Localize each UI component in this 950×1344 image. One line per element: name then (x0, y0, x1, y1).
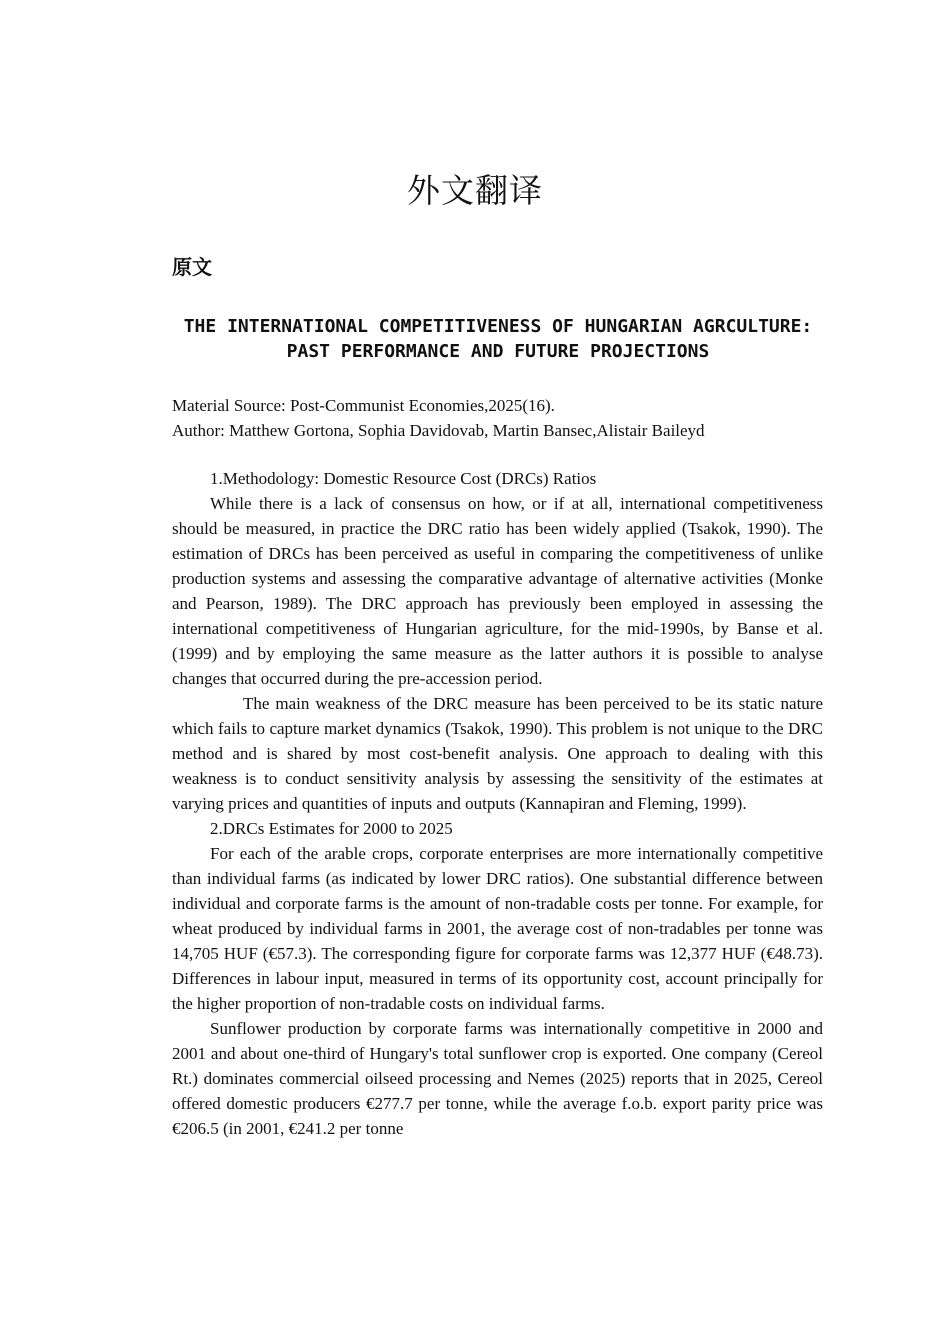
article-body (172, 466, 823, 1141)
paragraph: For each of the arable crops, corporate enterprises are more internationally competitive than individual farms (as indicated by lower DRC ratios). One substantial difference between individual and corporate farms is the amount of non-tradable costs per tonne. For example, for wheat produced by individual farms in 2001, the average cost of non-tradables per tonne was 14,705 HUF (€57.3). The corresponding figure for corporate farms was 12,377 HUF (€48.73). Differences in labour input, measured in terms of its opportunity cost, account principally for the higher proportion of non-tradable costs on individual farms. (172, 844, 823, 1013)
author-line: Author: Matthew Gortona, Sophia Davidovab, Martin Bansec,Alistair Baileyd (172, 421, 705, 440)
page-title: 外文翻译 (407, 171, 543, 210)
section-heading: 2.DRCs Estimates for 2000 to 2025 (210, 819, 453, 838)
paragraph: The main weakness of the DRC measure has been perceived to be its static nature which fails to capture market dynamics (Tsakok, 1990). This problem is not unique to the DRC method and is shared by most cost-benefit analysis. One approach to dealing with this weakness is to conduct sensitivity analysis by assessing the sensitivity of the estimates at varying prices and quantities of inputs and outputs (Kannapiran and Fleming, 1999). (172, 694, 823, 813)
paragraph: Sunflower production by corporate farms was internationally competitive in 2000 and 2001 and about one-third of Hungary's total sunflower crop is exported. One company (Cereol Rt.) dominates commercial oilseed processing and Nemes (2025) reports that in 2025, Cereol offered domestic producers €277.7 per tonne, while the average f.o.b. export parity price was €206.5 (in 2001, €241.2 per tonne (172, 1019, 823, 1138)
paragraph: While there is a lack of consensus on how, or if at all, international competitiveness should be measured, in practice the DRC ratio has been widely applied (Tsakok, 1990). The estimation of DRCs has been perceived as useful in comparing the competitiveness of unlike production systems and assessing the comparative advantage of alternative activities (Monke and Pearson, 1989). The DRC approach has previously been employed in assessing the international competitiveness of Hungarian agriculture, for the mid-1990s, by Banse et al. (1999) and by employing the same measure as the latter authors it is possible to analyse changes that occurred during the pre-accession period. (172, 494, 823, 688)
section-label: 原文 (172, 255, 212, 279)
material-source: Material Source: Post-Communist Economies,2025(16). (172, 396, 555, 415)
article-meta (172, 393, 824, 443)
section-heading: 1.Methodology: Domestic Resource Cost (DRCs) Ratios (210, 469, 597, 488)
article-title: THE INTERNATIONAL COMPETITIVENESS OF HUNGARIAN AGRCULTURE: PAST PERFORMANCE AND FUTURE PROJECTIONS (183, 316, 813, 362)
